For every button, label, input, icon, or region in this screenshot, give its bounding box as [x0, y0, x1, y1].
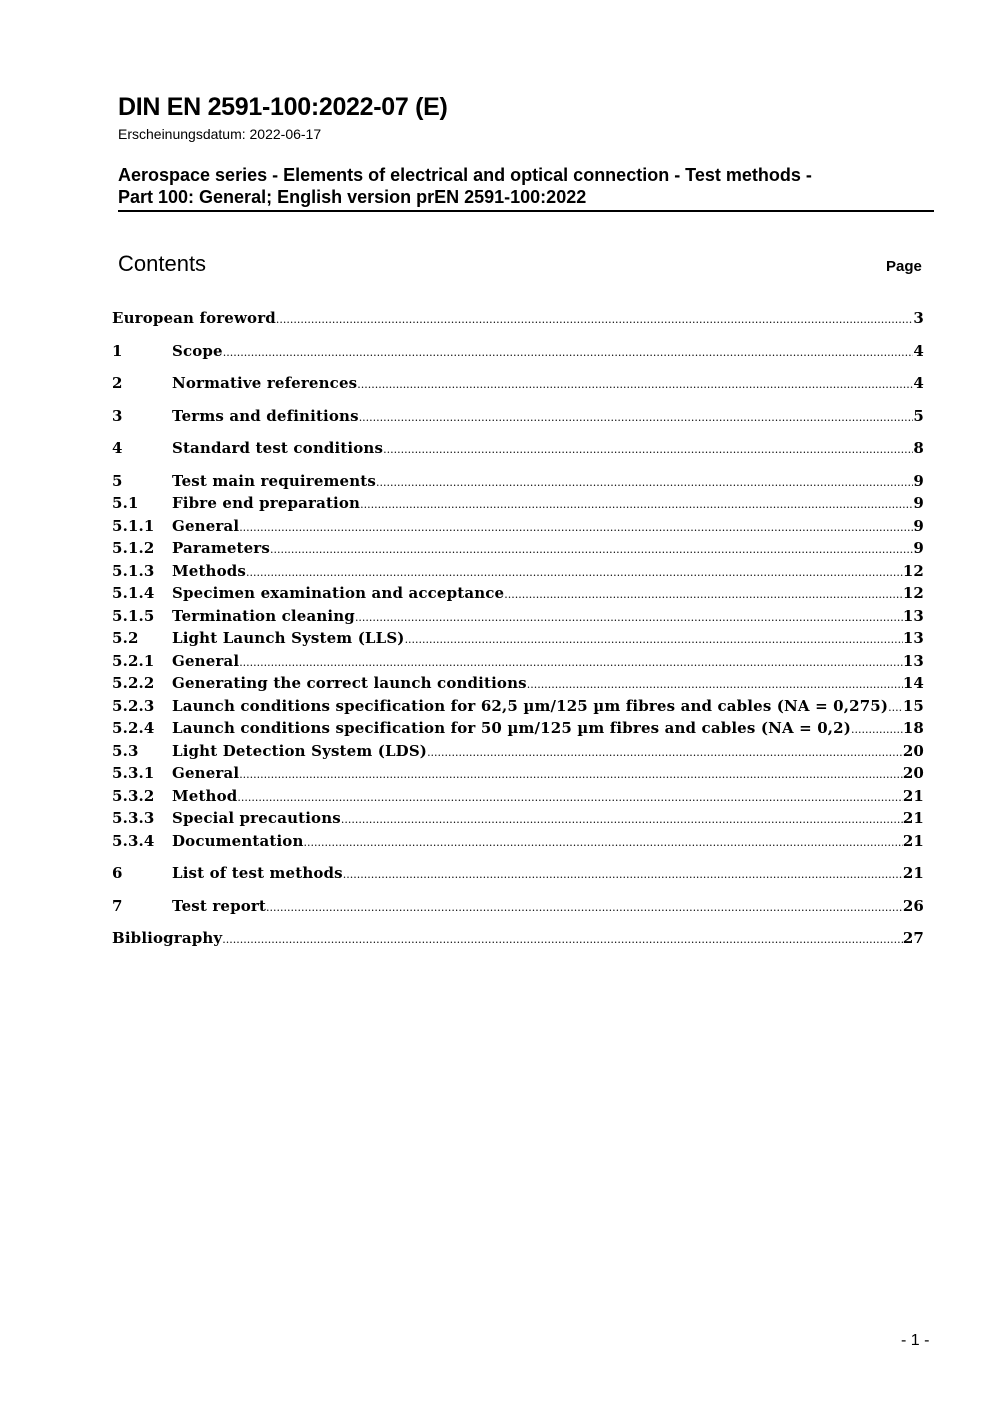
- toc-entry-number: 3: [112, 406, 123, 425]
- toc-entry-page: 15: [902, 696, 924, 715]
- toc-entry-title: Test main requirements: [172, 471, 376, 490]
- toc-entry[interactable]: [112, 438, 924, 461]
- toc-entry-title: Standard test conditions: [172, 439, 384, 457]
- toc-leader-dots: [360, 494, 913, 516]
- toc-entry-title: General: [172, 764, 240, 782]
- toc-entry-page: 5: [913, 406, 924, 425]
- toc-entry[interactable]: [112, 696, 924, 719]
- toc-entry-number: 5: [112, 471, 123, 490]
- toc-leader-dots: [888, 697, 903, 719]
- toc-entry-number: 4: [112, 439, 123, 457]
- toc-entry-page: 12: [902, 584, 924, 602]
- toc-entry-page: 27: [902, 929, 924, 947]
- toc-leader-dots: [266, 897, 903, 919]
- toc-entry[interactable]: [112, 928, 924, 951]
- toc-leader-dots: [427, 742, 903, 764]
- contents-heading: Contents: [118, 251, 207, 276]
- toc-leader-dots: [851, 719, 903, 741]
- toc-entry-page: 9: [913, 494, 924, 512]
- toc-entry-title: Launch conditions specification for 50 µm/125 µm fibres and cables (NA = 0,2): [172, 719, 851, 737]
- toc-entry-page: 21: [902, 786, 924, 805]
- toc-entry-number: 5.1.3: [112, 561, 155, 580]
- toc-entry-title: Light Detection System (LDS): [172, 741, 428, 760]
- toc-entry-page: 21: [902, 831, 924, 850]
- toc-entry-number: 5.3.1: [112, 764, 155, 782]
- toc-leader-dots: [239, 517, 913, 539]
- toc-entry-title: Method: [172, 786, 238, 805]
- document-title: [118, 164, 933, 208]
- document-id: DIN EN 2591-100:2022-07 (E): [118, 93, 448, 121]
- table-of-contents: [112, 308, 924, 951]
- toc-entry-page: 18: [902, 719, 924, 737]
- toc-leader-dots: [270, 539, 913, 561]
- toc-leader-dots: [504, 584, 903, 606]
- toc-entry-title: Test report: [172, 896, 267, 915]
- toc-entry[interactable]: [112, 561, 924, 584]
- toc-entry-title: General: [172, 516, 240, 535]
- toc-entry-number: 5.3.4: [112, 831, 155, 850]
- toc-entry[interactable]: [112, 628, 924, 651]
- toc-leader-dots: [405, 629, 903, 651]
- toc-entry-title: List of test methods: [172, 864, 343, 882]
- toc-entry-number: 5.2.1: [112, 651, 155, 670]
- document-title-line-1: Aerospace series - Elements of electrical and optical connection - Test methods -: [118, 165, 812, 185]
- toc-leader-dots: [359, 407, 914, 429]
- document-title-line-2: Part 100: General; English version prEN 2591-100:2022: [118, 187, 587, 207]
- toc-entry-page: 13: [902, 606, 924, 625]
- toc-entry[interactable]: [112, 651, 924, 674]
- toc-entry-page: 9: [913, 471, 924, 490]
- toc-entry-title: Special precautions: [172, 809, 341, 827]
- toc-entry-number: 5.3.3: [112, 809, 155, 827]
- toc-entry[interactable]: [112, 896, 924, 919]
- toc-entry-number: 5.2.4: [112, 719, 155, 737]
- toc-leader-dots: [237, 787, 902, 809]
- toc-entry[interactable]: [112, 606, 924, 629]
- toc-entry[interactable]: [112, 406, 924, 429]
- toc-entry[interactable]: [112, 373, 924, 396]
- toc-entry[interactable]: [112, 863, 924, 886]
- toc-entry-number: 5.1.1: [112, 516, 155, 535]
- page-column-heading: Page: [886, 258, 922, 275]
- toc-entry-title: Documentation: [172, 831, 304, 850]
- toc-entry-number: 6: [112, 864, 123, 882]
- toc-entry-number: 5.1.5: [112, 606, 155, 625]
- toc-entry-number: 5.2: [112, 629, 139, 647]
- toc-entry-number: 5.2.3: [112, 696, 155, 715]
- toc-entry-page: 13: [902, 629, 924, 647]
- toc-entry-page: 4: [913, 374, 924, 392]
- toc-entry[interactable]: [112, 741, 924, 764]
- toc-entry[interactable]: [112, 718, 924, 741]
- toc-entry-title: Methods: [172, 561, 246, 580]
- toc-leader-dots: [383, 439, 913, 461]
- toc-entry[interactable]: [112, 308, 924, 331]
- toc-entry-page: 3: [913, 309, 924, 327]
- toc-entry-title: Bibliography: [112, 929, 223, 947]
- toc-leader-dots: [355, 607, 903, 629]
- toc-leader-dots: [239, 652, 903, 674]
- toc-entry-title: Generating the correct launch conditions: [172, 674, 527, 692]
- toc-entry-page: 21: [902, 809, 924, 827]
- toc-leader-dots: [343, 864, 903, 886]
- toc-leader-dots: [222, 929, 903, 951]
- toc-entry-page: 21: [902, 864, 924, 882]
- toc-entry-number: 1: [112, 341, 123, 360]
- publication-date: Erscheinungsdatum: 2022-06-17: [118, 126, 322, 142]
- toc-entry-page: 26: [902, 896, 924, 915]
- toc-entry-title: Parameters: [172, 539, 270, 557]
- toc-entry-title: Terms and definitions: [172, 406, 359, 425]
- toc-entry[interactable]: [112, 493, 924, 516]
- toc-entry-number: 5.3.2: [112, 786, 155, 805]
- toc-entry-title: Fibre end preparation: [172, 494, 361, 512]
- toc-entry-page: 12: [902, 561, 924, 580]
- toc-entry[interactable]: [112, 471, 924, 494]
- toc-entry-page: 13: [902, 651, 924, 670]
- toc-entry-title: Scope: [172, 341, 223, 360]
- toc-leader-dots: [223, 342, 914, 364]
- toc-leader-dots: [527, 674, 903, 696]
- toc-entry-title: Launch conditions specification for 62,5 µm/125 µm fibres and cables (NA = 0,275): [172, 696, 889, 715]
- toc-entry[interactable]: [112, 763, 924, 786]
- toc-entry-number: 2: [112, 374, 123, 392]
- toc-entry[interactable]: [112, 341, 924, 364]
- toc-entry-title: Normative references: [172, 374, 358, 392]
- toc-entry-page: 8: [913, 439, 924, 457]
- toc-entry-number: 7: [112, 896, 123, 915]
- toc-leader-dots: [239, 764, 903, 786]
- toc-entry-page: 14: [902, 674, 924, 692]
- toc-entry-page: 20: [902, 741, 924, 760]
- toc-leader-dots: [376, 472, 913, 494]
- footer-page-number: - 1 -: [901, 1332, 930, 1349]
- toc-entry-page: 9: [913, 539, 924, 557]
- toc-entry-number: 5.1: [112, 494, 139, 512]
- toc-entry-title: General: [172, 651, 240, 670]
- toc-entry-number: 5.1.2: [112, 539, 155, 557]
- toc-entry-number: 5.3: [112, 741, 139, 760]
- toc-entry[interactable]: [112, 831, 924, 854]
- toc-leader-dots: [276, 309, 914, 331]
- toc-entry-title: European foreword: [112, 309, 276, 327]
- title-divider: [118, 210, 934, 212]
- toc-entry[interactable]: [112, 538, 924, 561]
- toc-entry-title: Termination cleaning: [172, 606, 355, 625]
- toc-entry-number: 5.1.4: [112, 584, 155, 602]
- toc-entry[interactable]: [112, 808, 924, 831]
- toc-entry-title: Light Launch System (LLS): [172, 629, 405, 647]
- toc-leader-dots: [341, 809, 903, 831]
- toc-leader-dots: [246, 562, 903, 584]
- toc-entry[interactable]: [112, 516, 924, 539]
- toc-entry-title: Specimen examination and acceptance: [172, 584, 505, 602]
- toc-entry-page: 4: [913, 341, 924, 360]
- toc-entry[interactable]: [112, 673, 924, 696]
- toc-entry[interactable]: [112, 583, 924, 606]
- toc-entry[interactable]: [112, 786, 924, 809]
- toc-entry-page: 9: [913, 516, 924, 535]
- toc-leader-dots: [304, 832, 903, 854]
- toc-entry-number: 5.2.2: [112, 674, 155, 692]
- toc-entry-page: 20: [902, 764, 924, 782]
- toc-leader-dots: [357, 374, 913, 396]
